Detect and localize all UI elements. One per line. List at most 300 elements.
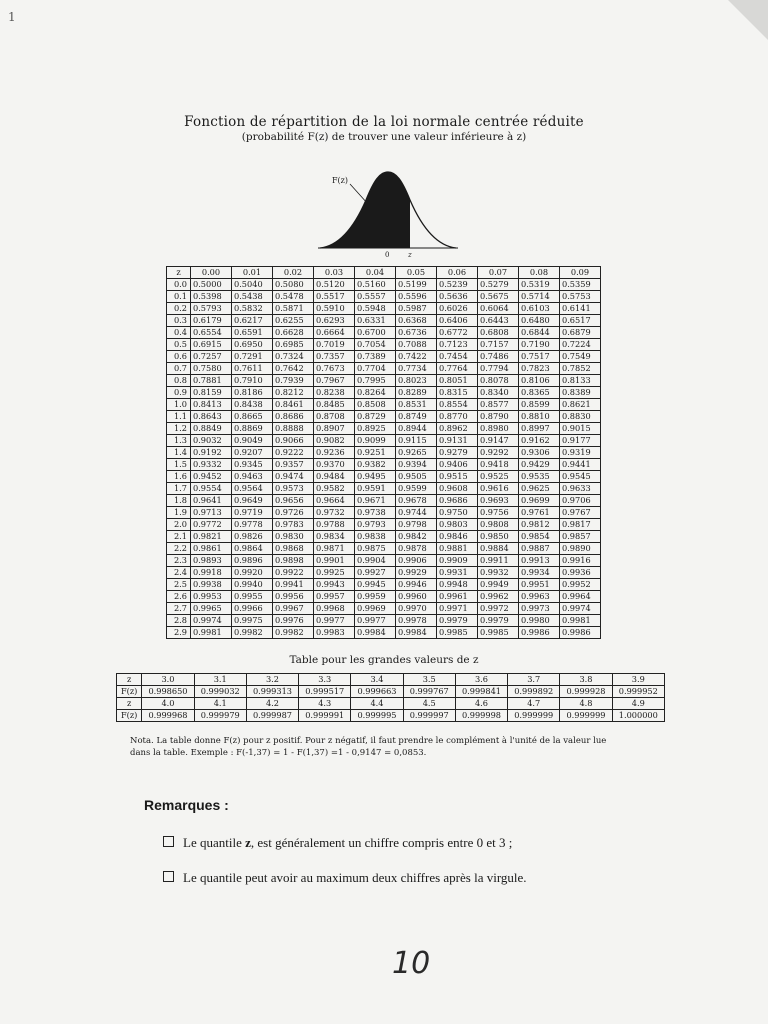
row-label: z (117, 674, 142, 686)
table-row (167, 447, 601, 459)
table-cell: 0.9975 (232, 615, 273, 627)
table-cell: 0.9938 (191, 579, 232, 591)
table-cell: 0.6808 (478, 327, 519, 339)
table-cell: 0.7088 (396, 339, 437, 351)
table-cell: 0.6950 (232, 339, 273, 351)
axis-zero-label: 0 (385, 251, 390, 259)
row-z-value: 2.5 (167, 579, 191, 591)
big-values-cell: 3.5 (403, 674, 455, 686)
checkbox-square-icon (163, 871, 174, 882)
row-z-value: 2.7 (167, 603, 191, 615)
row-z-value: 0.7 (167, 363, 191, 375)
table-cell: 0.9608 (437, 483, 478, 495)
table-cell: 0.9778 (232, 519, 273, 531)
table-cell: 0.8888 (273, 423, 314, 435)
table-cell: 0.9968 (314, 603, 355, 615)
table-cell: 0.9750 (437, 507, 478, 519)
table-cell: 0.9949 (478, 579, 519, 591)
table-cell: 0.5714 (519, 291, 560, 303)
table-cell: 0.9966 (232, 603, 273, 615)
table-row (167, 507, 601, 519)
table-cell: 0.8729 (355, 411, 396, 423)
table-cell: 0.9484 (314, 471, 355, 483)
row-label: F(z) (117, 710, 142, 722)
table-cell: 0.8315 (437, 387, 478, 399)
row-z-value: 2.2 (167, 543, 191, 555)
table-row (167, 339, 601, 351)
table-row (167, 603, 601, 615)
row-z-value: 2.0 (167, 519, 191, 531)
remarks-title: Remarques : (144, 797, 229, 813)
big-values-cell: 0.999767 (403, 686, 455, 698)
col-header: 0.09 (560, 267, 601, 279)
table-cell: 0.8186 (232, 387, 273, 399)
table-cell: 0.9887 (519, 543, 560, 555)
big-values-cell: 0.998650 (142, 686, 194, 698)
normal-distribution-table (166, 266, 601, 639)
table-cell: 0.7580 (191, 363, 232, 375)
table-cell: 0.5596 (396, 291, 437, 303)
row-z-value: 2.3 (167, 555, 191, 567)
table-cell: 0.9222 (273, 447, 314, 459)
table-cell: 0.8770 (437, 411, 478, 423)
table-cell: 0.5398 (191, 291, 232, 303)
table-cell: 0.7190 (519, 339, 560, 351)
table-cell: 0.9306 (519, 447, 560, 459)
note-paragraph (130, 735, 670, 759)
table-cell: 0.9961 (437, 591, 478, 603)
table-cell: 0.5478 (273, 291, 314, 303)
table-cell: 0.9332 (191, 459, 232, 471)
table-cell: 0.9964 (560, 591, 601, 603)
table-cell: 0.5987 (396, 303, 437, 315)
page-subtitle: (probabilité F(z) de trouver une valeur inférieure à z) (241, 131, 527, 143)
row-label: F(z) (117, 686, 142, 698)
table-cell: 0.9946 (396, 579, 437, 591)
table-cell: 0.7704 (355, 363, 396, 375)
table-cell: 0.9463 (232, 471, 273, 483)
table-cell: 0.8389 (560, 387, 601, 399)
table-cell: 0.9864 (232, 543, 273, 555)
table-cell: 0.5793 (191, 303, 232, 315)
big-values-row (117, 674, 665, 686)
big-values-cell: 0.999663 (351, 686, 403, 698)
table-row (167, 399, 601, 411)
table-cell: 0.9641 (191, 495, 232, 507)
table-cell: 0.9931 (437, 567, 478, 579)
table-row (167, 375, 601, 387)
table-cell: 0.8531 (396, 399, 437, 411)
table-cell: 0.6064 (478, 303, 519, 315)
page-fold (728, 0, 768, 40)
table-cell: 0.7257 (191, 351, 232, 363)
table-cell: 0.9545 (560, 471, 601, 483)
table-cell: 0.5279 (478, 279, 519, 291)
table-cell: 0.9963 (519, 591, 560, 603)
col-header: 0.07 (478, 267, 519, 279)
big-values-cell: 0.999928 (560, 686, 612, 698)
table-cell: 0.9656 (273, 495, 314, 507)
table-cell: 0.9943 (314, 579, 355, 591)
table-row (167, 483, 601, 495)
remark-text-pre: Le quantile (183, 835, 246, 850)
table-cell: 0.9982 (232, 627, 273, 639)
table-row (167, 567, 601, 579)
table-row (167, 279, 601, 291)
table-cell: 0.9906 (396, 555, 437, 567)
big-values-cell: 4.4 (351, 698, 403, 710)
table-cell: 0.6844 (519, 327, 560, 339)
table-cell: 0.9925 (314, 567, 355, 579)
table-cell: 0.8340 (478, 387, 519, 399)
table-cell: 0.9761 (519, 507, 560, 519)
table-cell: 0.5000 (191, 279, 232, 291)
big-values-cell: 4.0 (142, 698, 194, 710)
big-values-table (116, 673, 665, 722)
table-cell: 0.9932 (478, 567, 519, 579)
table-cell: 0.6255 (273, 315, 314, 327)
axis-z-label: z (408, 251, 412, 259)
table-cell: 0.9973 (519, 603, 560, 615)
row-z-value: 1.4 (167, 447, 191, 459)
table-cell: 0.6628 (273, 327, 314, 339)
table-cell: 0.6179 (191, 315, 232, 327)
col-header: 0.01 (232, 267, 273, 279)
table-cell: 0.8599 (519, 399, 560, 411)
table-cell: 0.6736 (396, 327, 437, 339)
table-cell: 0.8212 (273, 387, 314, 399)
table-cell: 0.9981 (560, 615, 601, 627)
table-cell: 0.9418 (478, 459, 519, 471)
table-cell: 0.9817 (560, 519, 601, 531)
table-cell: 0.9878 (396, 543, 437, 555)
table-cell: 0.7881 (191, 375, 232, 387)
table-cell: 0.8849 (191, 423, 232, 435)
table-cell: 0.8665 (232, 411, 273, 423)
table-cell: 0.9846 (437, 531, 478, 543)
big-values-cell: 0.999841 (455, 686, 507, 698)
table-cell: 0.9772 (191, 519, 232, 531)
big-values-cell: 3.0 (142, 674, 194, 686)
table-cell: 0.9192 (191, 447, 232, 459)
table-cell: 0.9649 (232, 495, 273, 507)
big-values-caption: Table pour les grandes valeurs de z (289, 654, 479, 666)
table-cell: 0.5948 (355, 303, 396, 315)
handwritten-mark: 10 (392, 946, 431, 981)
table-cell: 0.9922 (273, 567, 314, 579)
remark-item (163, 870, 527, 886)
table-cell: 0.9971 (437, 603, 478, 615)
big-values-row (117, 686, 665, 698)
col-header: 0.08 (519, 267, 560, 279)
table-cell: 0.9940 (232, 579, 273, 591)
table-cell: 0.9474 (273, 471, 314, 483)
big-values-cell: 0.999952 (612, 686, 664, 698)
table-cell: 0.9976 (273, 615, 314, 627)
col-header: 0.05 (396, 267, 437, 279)
table-row (167, 387, 601, 399)
big-values-cell: 0.999979 (194, 710, 246, 722)
table-cell: 0.5120 (314, 279, 355, 291)
table-cell: 0.9871 (314, 543, 355, 555)
table-cell: 0.9236 (314, 447, 355, 459)
table-cell: 0.9898 (273, 555, 314, 567)
table-cell: 0.8133 (560, 375, 601, 387)
table-row (167, 423, 601, 435)
table-cell: 0.8365 (519, 387, 560, 399)
table-cell: 0.9981 (191, 627, 232, 639)
table-cell: 0.9970 (396, 603, 437, 615)
table-cell: 0.9706 (560, 495, 601, 507)
table-cell: 0.8749 (396, 411, 437, 423)
row-z-value: 0.9 (167, 387, 191, 399)
remark-text-post: , est généralement un chiffre compris entre 0 et 3 ; (250, 835, 513, 850)
table-cell: 0.9756 (478, 507, 519, 519)
table-cell: 0.9953 (191, 591, 232, 603)
table-cell: 0.9713 (191, 507, 232, 519)
table-row (167, 411, 601, 423)
table-cell: 0.9738 (355, 507, 396, 519)
table-row (167, 303, 601, 315)
table-cell: 0.8106 (519, 375, 560, 387)
checkbox-square-icon (163, 836, 174, 847)
table-cell: 0.7123 (437, 339, 478, 351)
table-cell: 0.9967 (273, 603, 314, 615)
table-cell: 0.9032 (191, 435, 232, 447)
table-cell: 0.9920 (232, 567, 273, 579)
table-row (167, 315, 601, 327)
table-cell: 0.9699 (519, 495, 560, 507)
table-cell: 0.9564 (232, 483, 273, 495)
table-cell: 0.7794 (478, 363, 519, 375)
table-cell: 0.9941 (273, 579, 314, 591)
table-cell: 0.7324 (273, 351, 314, 363)
table-cell: 0.9868 (273, 543, 314, 555)
table-cell: 0.9671 (355, 495, 396, 507)
table-cell: 0.9292 (478, 447, 519, 459)
row-z-value: 1.7 (167, 483, 191, 495)
table-cell: 0.9582 (314, 483, 355, 495)
table-cell: 0.9732 (314, 507, 355, 519)
row-z-value: 0.3 (167, 315, 191, 327)
table-cell: 0.9798 (396, 519, 437, 531)
table-cell: 0.7224 (560, 339, 601, 351)
table-cell: 0.9979 (478, 615, 519, 627)
table-row (167, 471, 601, 483)
table-cell: 0.9370 (314, 459, 355, 471)
big-values-cell: 0.999968 (142, 710, 194, 722)
big-values-cell: 1.000000 (612, 710, 664, 722)
table-cell: 0.9893 (191, 555, 232, 567)
table-cell: 0.9573 (273, 483, 314, 495)
table-cell: 0.7939 (273, 375, 314, 387)
table-cell: 0.8264 (355, 387, 396, 399)
table-cell: 0.9115 (396, 435, 437, 447)
table-cell: 0.9251 (355, 447, 396, 459)
big-values-cell: 3.1 (194, 674, 246, 686)
table-row (167, 291, 601, 303)
big-values-cell: 0.999987 (246, 710, 298, 722)
row-z-value: 0.5 (167, 339, 191, 351)
table-cell: 0.9719 (232, 507, 273, 519)
table-cell: 0.7967 (314, 375, 355, 387)
table-cell: 0.9319 (560, 447, 601, 459)
big-values-cell: 4.2 (246, 698, 298, 710)
table-cell: 0.9693 (478, 495, 519, 507)
col-header: 0.00 (191, 267, 232, 279)
table-cell: 0.9082 (314, 435, 355, 447)
table-cell: 0.9783 (273, 519, 314, 531)
table-cell: 0.5517 (314, 291, 355, 303)
row-z-value: 1.8 (167, 495, 191, 507)
row-z-value: 1.2 (167, 423, 191, 435)
table-cell: 0.8238 (314, 387, 355, 399)
table-cell: 0.5438 (232, 291, 273, 303)
table-cell: 0.7995 (355, 375, 396, 387)
table-cell: 0.6664 (314, 327, 355, 339)
table-cell: 0.7852 (560, 363, 601, 375)
table-cell: 0.9678 (396, 495, 437, 507)
table-cell: 0.5636 (437, 291, 478, 303)
fz-pointer (350, 184, 368, 204)
table-cell: 0.7486 (478, 351, 519, 363)
table-cell: 0.9826 (232, 531, 273, 543)
row-z-value: 0.2 (167, 303, 191, 315)
table-cell: 0.7734 (396, 363, 437, 375)
table-cell: 0.6700 (355, 327, 396, 339)
page-title: Fonction de répartition de la loi normale centrée réduite (184, 114, 584, 130)
table-cell: 0.8810 (519, 411, 560, 423)
table-cell: 0.5753 (560, 291, 601, 303)
table-cell: 0.9861 (191, 543, 232, 555)
table-cell: 0.5239 (437, 279, 478, 291)
table-cell: 0.9744 (396, 507, 437, 519)
big-values-cell: 3.7 (508, 674, 560, 686)
table-cell: 0.9854 (519, 531, 560, 543)
big-values-cell: 0.999892 (508, 686, 560, 698)
table-cell: 0.9977 (355, 615, 396, 627)
table-cell: 0.6293 (314, 315, 355, 327)
table-cell: 0.9664 (314, 495, 355, 507)
table-cell: 0.9875 (355, 543, 396, 555)
table-cell: 0.9927 (355, 567, 396, 579)
table-cell: 0.9406 (437, 459, 478, 471)
table-cell: 0.5080 (273, 279, 314, 291)
row-z-value: 0.8 (167, 375, 191, 387)
table-cell: 0.5675 (478, 291, 519, 303)
curve-label: F(z) (332, 176, 349, 185)
table-cell: 0.9985 (437, 627, 478, 639)
big-values-cell: 3.8 (560, 674, 612, 686)
table-cell: 0.9279 (437, 447, 478, 459)
table-cell: 0.9812 (519, 519, 560, 531)
big-values-cell: 3.2 (246, 674, 298, 686)
table-cell: 0.9951 (519, 579, 560, 591)
table-cell: 0.9948 (437, 579, 478, 591)
table-cell: 0.6985 (273, 339, 314, 351)
normal-curve-figure (318, 160, 458, 260)
table-cell: 0.9890 (560, 543, 601, 555)
row-z-value: 0.4 (167, 327, 191, 339)
table-cell: 0.8289 (396, 387, 437, 399)
table-cell: 0.6026 (437, 303, 478, 315)
table-cell: 0.5557 (355, 291, 396, 303)
table-cell: 0.9633 (560, 483, 601, 495)
table-cell: 0.9066 (273, 435, 314, 447)
row-z-value: 2.4 (167, 567, 191, 579)
table-row (167, 531, 601, 543)
table-cell: 0.9896 (232, 555, 273, 567)
corner-header: z (167, 267, 191, 279)
row-z-value: 2.9 (167, 627, 191, 639)
table-cell: 0.9850 (478, 531, 519, 543)
table-cell: 0.9986 (560, 627, 601, 639)
table-cell: 0.9959 (355, 591, 396, 603)
row-z-value: 2.8 (167, 615, 191, 627)
table-cell: 0.8577 (478, 399, 519, 411)
row-z-value: 0.6 (167, 351, 191, 363)
big-values-cell: 3.6 (455, 674, 507, 686)
big-values-row (117, 710, 665, 722)
table-cell: 0.9980 (519, 615, 560, 627)
table-cell: 0.9441 (560, 459, 601, 471)
table-cell: 0.8907 (314, 423, 355, 435)
table-cell: 0.9554 (191, 483, 232, 495)
table-cell: 0.9901 (314, 555, 355, 567)
table-cell: 0.9599 (396, 483, 437, 495)
big-values-cell: 0.999997 (403, 710, 455, 722)
row-z-value: 1.6 (167, 471, 191, 483)
table-cell: 0.8554 (437, 399, 478, 411)
table-cell: 0.9834 (314, 531, 355, 543)
table-cell: 0.6517 (560, 315, 601, 327)
table-cell: 0.9934 (519, 567, 560, 579)
table-cell: 0.9904 (355, 555, 396, 567)
table-cell: 0.6406 (437, 315, 478, 327)
table-cell: 0.9974 (191, 615, 232, 627)
table-cell: 0.8159 (191, 387, 232, 399)
table-cell: 0.9788 (314, 519, 355, 531)
table-cell: 0.9916 (560, 555, 601, 567)
col-header: 0.04 (355, 267, 396, 279)
big-values-cell: 0.999313 (246, 686, 298, 698)
table-cell: 0.9808 (478, 519, 519, 531)
big-values-cell: 3.9 (612, 674, 664, 686)
table-cell: 0.5160 (355, 279, 396, 291)
row-z-value: 1.1 (167, 411, 191, 423)
table-cell: 0.8708 (314, 411, 355, 423)
table-cell: 0.8023 (396, 375, 437, 387)
table-cell: 0.9965 (191, 603, 232, 615)
big-values-cell: 4.9 (612, 698, 664, 710)
big-values-cell: 4.7 (508, 698, 560, 710)
table-cell: 0.9838 (355, 531, 396, 543)
table-cell: 0.9793 (355, 519, 396, 531)
table-cell: 0.9686 (437, 495, 478, 507)
table-cell: 0.7054 (355, 339, 396, 351)
big-values-cell: 0.999998 (455, 710, 507, 722)
table-cell: 0.9535 (519, 471, 560, 483)
table-cell: 0.5199 (396, 279, 437, 291)
table-cell: 0.6217 (232, 315, 273, 327)
table-cell: 0.8461 (273, 399, 314, 411)
table-cell: 0.9984 (396, 627, 437, 639)
big-values-cell: 0.999999 (560, 710, 612, 722)
note-line: Nota. La table donne F(z) pour z positif. Pour z négatif, il faut prendre le complément à l'unité de la valeur lue (130, 736, 607, 746)
table-cell: 0.9982 (273, 627, 314, 639)
table-cell: 0.8980 (478, 423, 519, 435)
table-cell: 0.7422 (396, 351, 437, 363)
